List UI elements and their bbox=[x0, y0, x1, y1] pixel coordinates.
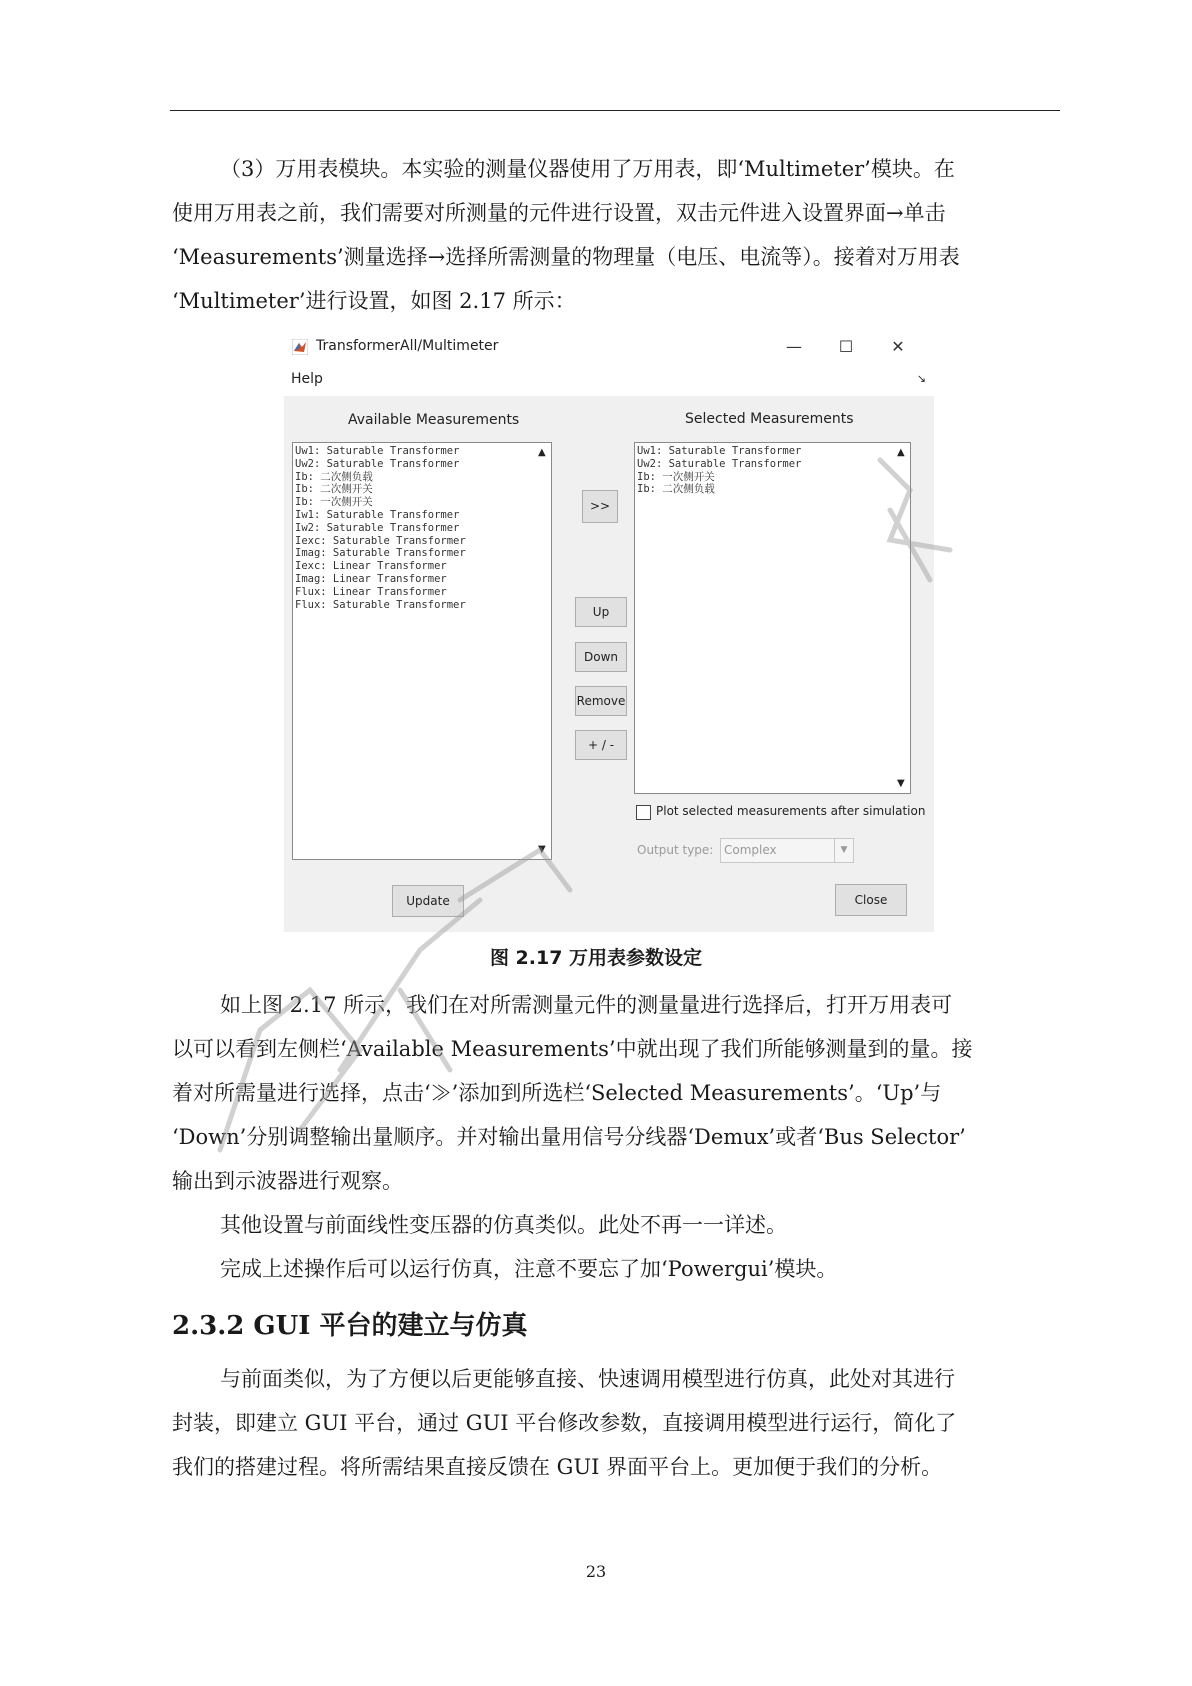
remove-button[interactable]: Remove bbox=[575, 686, 627, 716]
text-line: 使用万用表之前，我们需要对所测量的元件进行设置，双击元件进入设置界面→单击 bbox=[172, 201, 946, 225]
list-item[interactable]: Iw1: Saturable Transformer bbox=[295, 508, 460, 521]
list-item[interactable]: Uw2: Saturable Transformer bbox=[295, 457, 460, 470]
minimize-icon[interactable]: — bbox=[786, 337, 802, 356]
selected-items bbox=[637, 445, 801, 496]
update-button[interactable]: Update bbox=[392, 885, 464, 917]
dialog-menubar bbox=[284, 364, 934, 396]
text-line: 其他设置与前面线性变压器的仿真类似。此处不再一一详述。 bbox=[220, 1213, 787, 1237]
scroll-down-icon[interactable]: ▼ bbox=[538, 844, 546, 855]
text-line: ‘Down’分别调整输出量顺序。并对输出量用信号分线器‘Demux’或者‘Bus Selector’ bbox=[172, 1125, 966, 1149]
list-item[interactable]: Uw1: Saturable Transformer bbox=[637, 445, 802, 457]
list-item[interactable]: Imag: Linear Transformer bbox=[295, 572, 447, 585]
output-type-value: Complex bbox=[724, 843, 777, 857]
paragraph-multimeter-intro bbox=[172, 147, 1057, 323]
list-item[interactable]: Flux: Saturable Transformer bbox=[295, 598, 466, 611]
available-items bbox=[295, 445, 466, 611]
available-measurements-label: Available Measurements bbox=[348, 412, 520, 428]
text-line: 以可以看到左侧栏‘Available Measurements’中就出现了我们所能够测量到的量。接 bbox=[172, 1037, 973, 1061]
scroll-up-icon[interactable]: ▲ bbox=[897, 447, 905, 458]
output-type-select[interactable] bbox=[720, 838, 854, 863]
page-number: 23 bbox=[585, 1562, 607, 1581]
text-line: 我们的搭建过程。将所需结果直接反馈在 GUI 界面平台上。更加便于我们的分析。 bbox=[172, 1455, 943, 1479]
available-scrollbar[interactable] bbox=[535, 443, 551, 859]
list-item[interactable]: Uw1: Saturable Transformer bbox=[295, 445, 460, 457]
scroll-up-icon[interactable]: ▲ bbox=[538, 447, 546, 458]
list-item[interactable]: Ib: 二次侧开关 bbox=[295, 483, 373, 496]
list-item[interactable]: Ib: 二次侧负载 bbox=[295, 470, 373, 483]
list-item[interactable]: Ib: 一次侧开关 bbox=[295, 496, 373, 509]
text-line: ‘Measurements’测量选择→选择所需测量的物理量（电压、电流等）。接着对万用表 bbox=[172, 245, 960, 269]
list-item[interactable]: Iexc: Saturable Transformer bbox=[295, 534, 466, 547]
header-rule bbox=[170, 110, 1060, 111]
list-item[interactable]: Iw2: Saturable Transformer bbox=[295, 521, 460, 534]
multimeter-dialog bbox=[284, 330, 934, 932]
matlab-icon bbox=[292, 339, 308, 355]
maximize-icon[interactable]: ☐ bbox=[838, 337, 854, 356]
text-line: 完成上述操作后可以运行仿真，注意不要忘了加‘Powergui’模块。 bbox=[220, 1257, 838, 1281]
text-line: 与前面类似，为了方便以后更能够直接、快速调用模型进行仿真，此处对其进行 bbox=[220, 1367, 955, 1391]
scroll-down-icon[interactable]: ▼ bbox=[897, 778, 905, 789]
output-type-label: Output type: bbox=[637, 843, 714, 857]
list-item[interactable]: Ib: 一次侧开关 bbox=[637, 470, 715, 483]
close-icon[interactable]: ✕ bbox=[891, 337, 905, 356]
selected-scrollbar[interactable] bbox=[894, 443, 910, 793]
list-item[interactable]: Imag: Saturable Transformer bbox=[295, 547, 466, 560]
available-measurements-list[interactable] bbox=[292, 442, 552, 860]
dock-arrow-icon[interactable]: ↘ bbox=[916, 372, 926, 385]
text-line: 封装，即建立 GUI 平台，通过 GUI 平台修改参数，直接调用模型进行运行，简化了 bbox=[172, 1411, 957, 1435]
down-button[interactable]: Down bbox=[575, 642, 627, 672]
dialog-titlebar bbox=[284, 330, 934, 364]
section-heading: 2.3.2 GUI 平台的建立与仿真 bbox=[172, 1311, 528, 1341]
list-item[interactable]: Iexc: Linear Transformer bbox=[295, 560, 447, 573]
paragraph-measurement-selection bbox=[172, 983, 1057, 1291]
list-item[interactable]: Flux: Linear Transformer bbox=[295, 585, 447, 598]
selected-measurements-label: Selected Measurements bbox=[685, 411, 854, 427]
list-item[interactable]: Uw2: Saturable Transformer bbox=[637, 457, 802, 470]
menu-help[interactable]: Help bbox=[291, 371, 323, 387]
text-line: 着对所需量进行选择，点击‘≫’添加到所选栏‘Selected Measurements’。‘Up’与 bbox=[172, 1081, 942, 1105]
dialog-title: TransformerAll/Multimeter bbox=[316, 338, 499, 354]
text-line: 输出到示波器进行观察。 bbox=[172, 1169, 403, 1193]
up-button[interactable]: Up bbox=[575, 597, 627, 627]
add-button[interactable]: >> bbox=[582, 490, 618, 523]
text-line: （3）万用表模块。本实验的测量仪器使用了万用表，即‘Multimeter’模块。在 bbox=[220, 157, 955, 181]
plot-after-simulation-label: Plot selected measurements after simulation bbox=[656, 804, 926, 818]
plus-minus-button[interactable]: + / - bbox=[575, 730, 627, 760]
text-line: 如上图 2.17 所示，我们在对所需测量元件的测量量进行选择后，打开万用表可 bbox=[220, 993, 953, 1017]
chevron-down-icon: ▼ bbox=[834, 839, 853, 862]
list-item[interactable]: Ib: 二次侧负载 bbox=[637, 483, 715, 496]
close-button[interactable]: Close bbox=[835, 884, 907, 916]
text-line: ‘Multimeter’进行设置，如图 2.17 所示： bbox=[172, 289, 576, 313]
selected-measurements-list[interactable] bbox=[634, 442, 911, 794]
paragraph-gui-platform bbox=[172, 1357, 1057, 1489]
figure-caption: 图 2.17 万用表参数设定 bbox=[489, 947, 703, 969]
plot-after-simulation-checkbox[interactable] bbox=[636, 805, 651, 820]
